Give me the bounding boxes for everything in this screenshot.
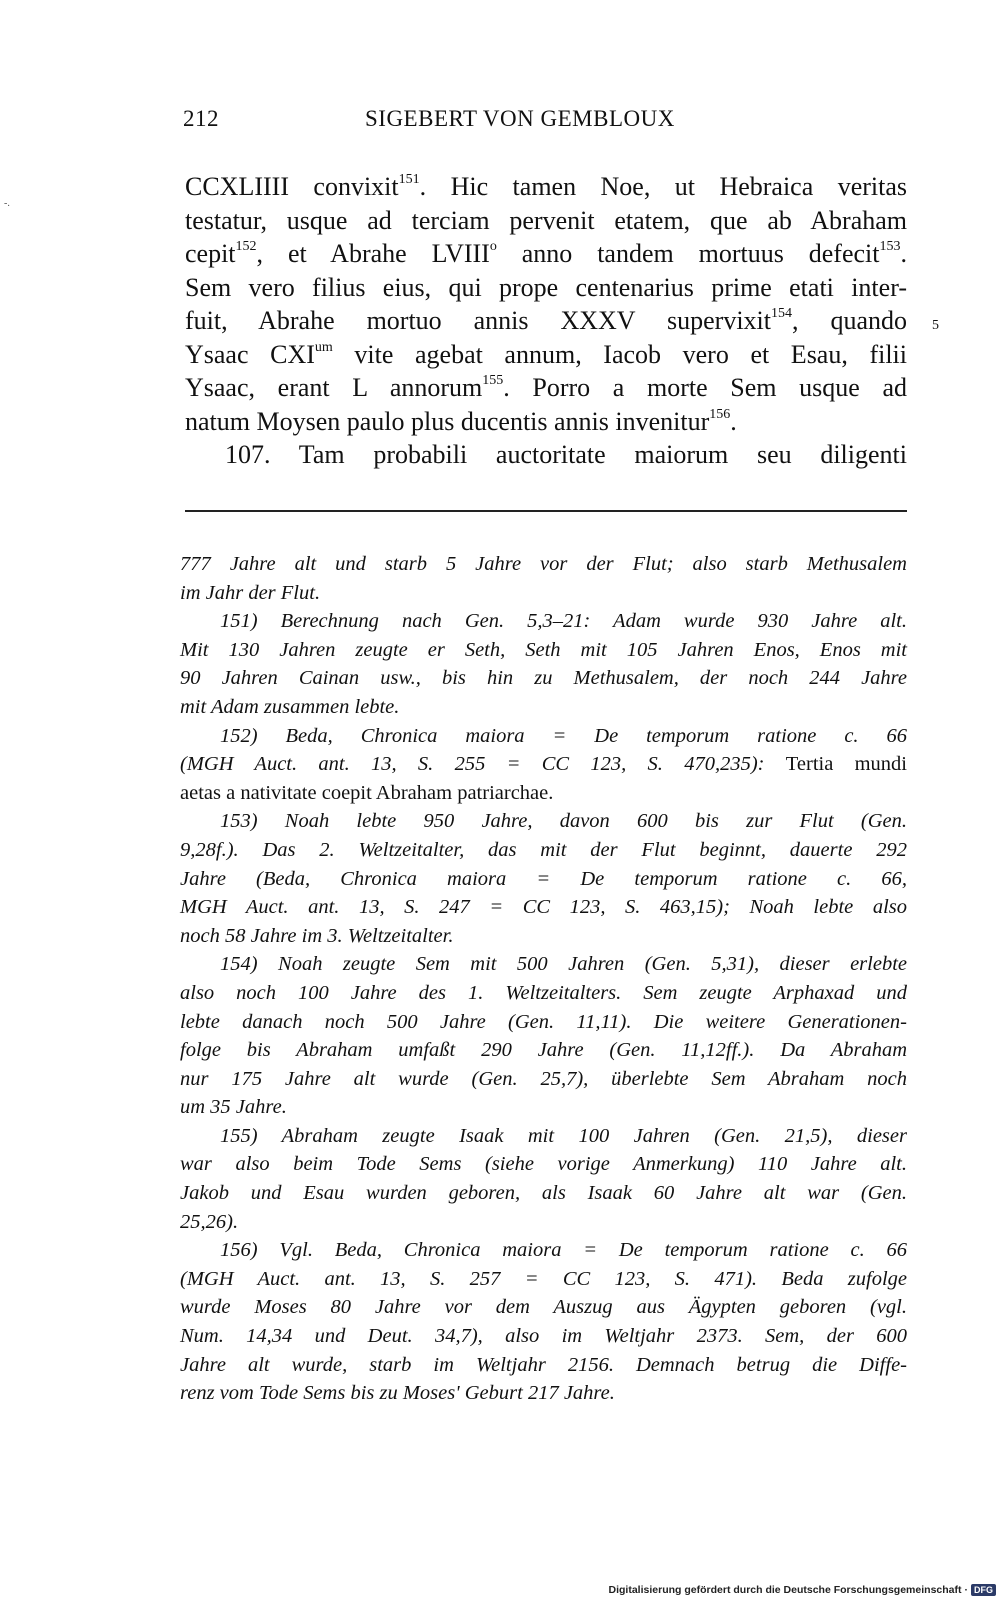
funding-footer: Digitalisierung gefördert durch die Deutsche Forschungsgemeinschaft · DFG [609, 1584, 996, 1596]
text-line: Sem vero filius eius, qui prope centenarius prime etati inter- [185, 272, 907, 302]
footnote-line: renz vom Tode Sems bis zu Moses' Geburt 217 Jahre. [180, 1382, 615, 1405]
footnote-line: (MGH Auct. ant. 13, S. 257 = CC 123, S. 471). Beda zufolge [180, 1267, 907, 1290]
footnote-line: mit Adam zusammen lebte. [180, 695, 400, 718]
footnote-line: lebte danach noch 500 Jahre (Gen. 11,11). Die weitere Generationen- [180, 1010, 907, 1033]
footnote-line: 153) Noah lebte 950 Jahre, davon 600 bis zur Flut (Gen. [220, 810, 907, 833]
page-number: 212 [183, 106, 219, 131]
footnote-line: (MGH Auct. ant. 13, S. 255 = CC 123, S. 470,235): Tertia mundi [180, 753, 907, 776]
footnote-line: MGH Auct. ant. 13, S. 247 = CC 123, S. 463,15); Noah lebte also [180, 896, 907, 919]
text-line: 107. Tam probabili auctoritate maiorum seu diligenti [225, 440, 907, 469]
footnote-separator [185, 510, 907, 512]
footnote-line: 9,28f.). Das 2. Weltzeitalter, das mit der Flut beginnt, dauerte 292 [180, 838, 907, 861]
footnote-line: folge bis Abraham umfaßt 290 Jahre (Gen. 11,12ff.). Da Abraham [180, 1039, 907, 1062]
margin-mark: -. [4, 198, 10, 209]
footnote-line: 151) Berechnung nach Gen. 5,3–21: Adam wurde 930 Jahre alt. [220, 610, 907, 633]
footnote-line: nur 175 Jahre alt wurde (Gen. 25,7), überlebte Sem Abraham noch [180, 1067, 907, 1090]
line-number-marker: 5 [932, 318, 939, 333]
text-line: Ysaac, erant L annorum$^{155}$. Porro a morte Sem usque ad [185, 373, 907, 402]
footnote-line: 152) Beda, Chronica maiora = De temporum ratione c. 66 [220, 724, 907, 747]
funding-note: Digitalisierung gefördert durch die Deutsche Forschungsgemeinschaft [608, 1584, 962, 1596]
footnote-line: 154) Noah zeugte Sem mit 500 Jahren (Gen. 5,31), dieser erlebte [220, 953, 907, 976]
footnote-line: 155) Abraham zeugte Isaak mit 100 Jahren (Gen. 21,5), dieser [220, 1124, 907, 1147]
text-line: Ysaac $CXI^{um}$ vite agebat annum, Iacob vero et Esau, filii [185, 339, 908, 369]
footnote-line: Jahre (Beda, Chronica maiora = De temporum ratione c. 66, [180, 867, 907, 890]
text-line: testatur, usque ad terciam pervenit etatem, que ab Abraham [185, 205, 907, 235]
text-line: CCXLIIII convixit$^{151}$. Hic tamen Noe, ut Hebraica veritas [185, 172, 908, 201]
footnote-line: noch 58 Jahre im 3. Weltzeitalter. [180, 924, 454, 947]
main-text [185, 170, 907, 472]
footnote-line: um 35 Jahre. [180, 1096, 287, 1119]
footnote-line: aetas a nativitate coepit Abraham patriarchae. [180, 781, 554, 804]
dfg-logo-icon: DFG [971, 1584, 996, 1596]
footnote-line: also noch 100 Jahre des 1. Weltzeitalters. Sem zeugte Arphaxad und [180, 981, 907, 1004]
footnote-line: Jahre alt wurde, starb im Weltjahr 2156. Demnach betrug die Diffe- [180, 1353, 907, 1376]
footnotes [180, 550, 907, 1408]
footnote-line: Jakob und Esau wurden geboren, als Isaak 60 Jahre alt war (Gen. [180, 1182, 907, 1205]
running-title: SIGEBERT VON GEMBLOUX [365, 106, 675, 131]
footnote-line: Mit 130 Jahren zeugte er Seth, Seth mit 105 Jahren Enos, Enos mit [180, 638, 907, 661]
page-header [183, 106, 910, 142]
footnote-line: wurde Moses 80 Jahre vor dem Auszug aus Ägypten geboren (vgl. [180, 1296, 907, 1319]
footnote-line: war also beim Tode Sems (siehe vorige Anmerkung) 110 Jahre alt. [180, 1153, 907, 1176]
footnote-line: im Jahr der Flut. [180, 581, 321, 604]
footnote-line: 156) Vgl. Beda, Chronica maiora = De temporum ratione c. 66 [220, 1239, 907, 1262]
text-line: cepit$^{152}$, et Abrahe LVIII$^o$ anno tandem mortuus defecit$^{153}$. [185, 239, 907, 268]
text-line: fuit, Abrahe mortuo annis XXXV supervixit$^{154}$, quando [185, 306, 907, 335]
footnote-line: 90 Jahren Cainan usw., bis hin zu Methusalem, der noch 244 Jahre [180, 667, 907, 690]
text-line: natum Moysen paulo plus ducentis annis invenitur$^{156}$. [185, 406, 737, 436]
footnote-line: 25,26). [180, 1210, 239, 1233]
footnote-line: 777 Jahre alt und starb 5 Jahre vor der Flut; also starb Methusalem [180, 553, 907, 575]
footnote-line: Num. 14,34 und Deut. 34,7), also im Weltjahr 2373. Sem, der 600 [180, 1325, 907, 1348]
